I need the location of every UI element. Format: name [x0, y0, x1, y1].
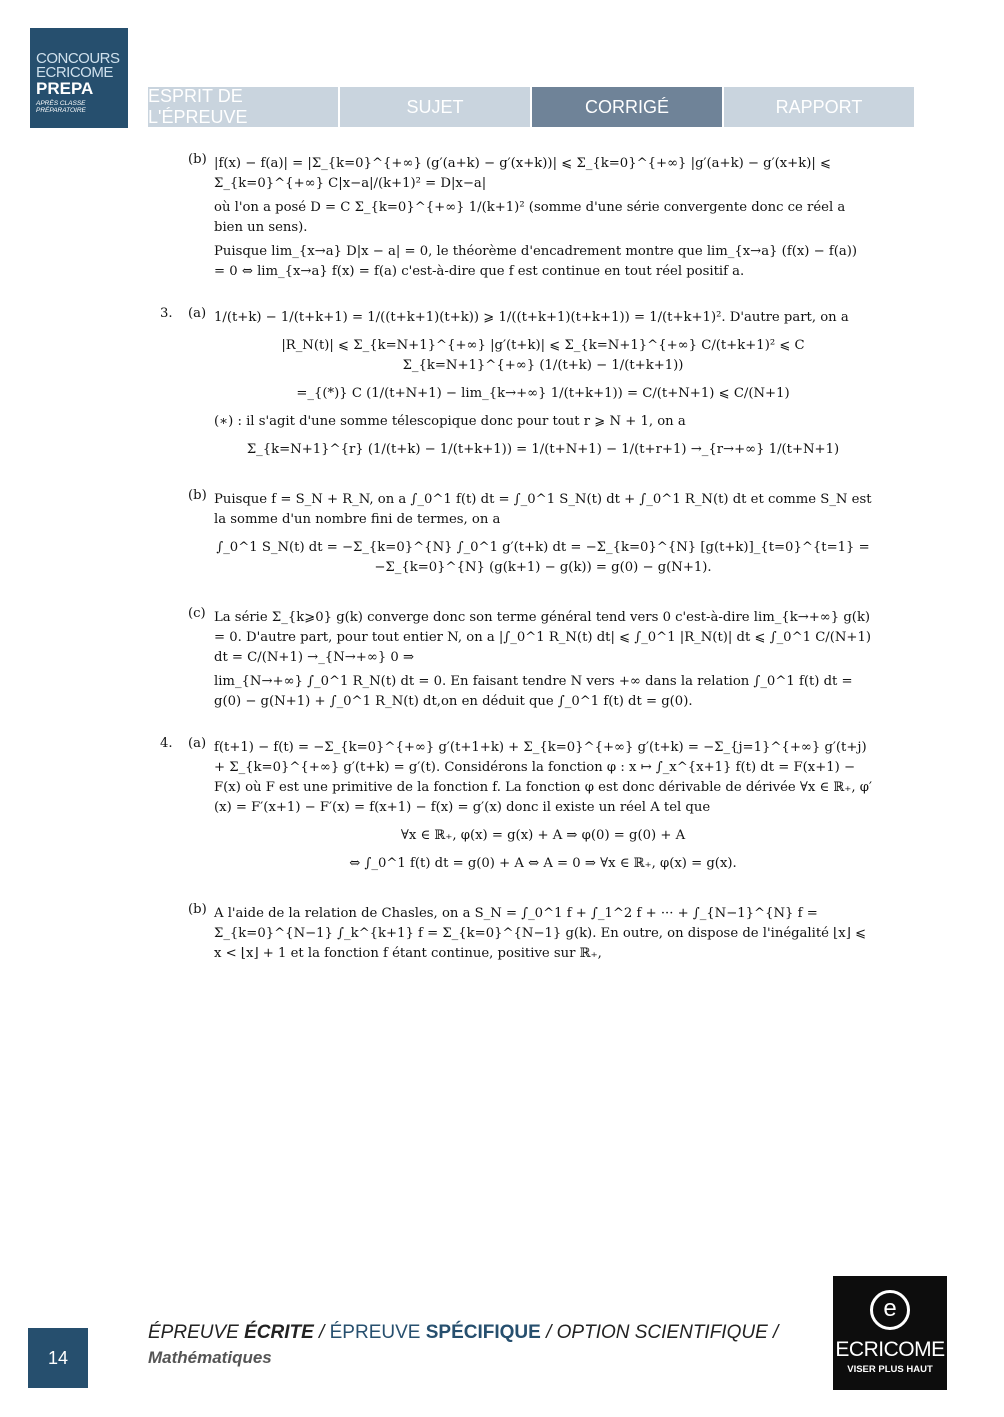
q3a-line2: |R_N(t)| ⩽ Σ_{k=N+1}^{+∞} |g′(t+k)| ⩽ Σ_{k=N+1}^{+∞} C/(t+k+1)² ⩽ C Σ_{k=N+1}^{+∞} (1/(t+k) − 1/(t+k+1)) [281, 338, 805, 373]
ecricome-logo [833, 1276, 947, 1390]
q3a-line5: Σ_{k=N+1}^{r} (1/(t+k) − 1/(t+k+1)) = 1/(t+N+1) − 1/(t+r+1) →_{r→+∞} 1/(t+N+1) [246, 442, 840, 457]
document-content [160, 150, 872, 986]
question-3a [160, 304, 872, 468]
footer-exam-type [148, 1322, 778, 1344]
q4a-label: (a) [188, 736, 207, 751]
logo-line1: CONCOURS [36, 50, 120, 67]
q3b-label: (b) [188, 488, 207, 503]
footer [148, 1322, 778, 1368]
footer-part6: / OPTION SCIENTIFIQUE / [540, 1322, 779, 1343]
q3a-line3: =_{(*)} C (1/(t+N+1) − lim_{k→+∞} 1/(t+k+1)) = C/(t+N+1) ⩽ C/(N+1) [296, 386, 790, 401]
q4b-line1: A l'aide de la relation de Chasles, on a S_N = ∫_0^1 f + ∫_1^2 f + ··· + ∫_{N−1}^{N} f = Σ_{k=0}^{N−1} ∫_k^{k+1} f = Σ_{k=0}^{N−1} g(k). En outre, on dispose de l'inégalité ⌊x⌋ ⩽ x < ⌊x⌋ + 1 et la fonction f étant continue, positive sur ℝ₊, [214, 906, 867, 961]
concours-logo [30, 28, 128, 128]
logo-line3: PREPA [36, 79, 94, 98]
tab-sujet[interactable]: SUJET [340, 87, 530, 127]
q3a-line1: 1/(t+k) − 1/(t+k+1) = 1/((t+k+1)(t+k)) ⩾ 1/((t+k+1)(t+k+1)) = 1/(t+k+1)². D'autre part, on a [214, 310, 849, 325]
question-4b [160, 900, 872, 968]
tab-rapport[interactable]: RAPPORT [724, 87, 914, 127]
q4-number: 4. [160, 736, 173, 751]
footer-part1: ÉPREUVE [148, 1322, 245, 1343]
q3b-line2: ∫_0^1 S_N(t) dt = −Σ_{k=0}^{N} ∫_0^1 g′(t+k) dt = −Σ_{k=0}^{N} [g(t+k)]_{t=0}^{t=1} = −Σ_{k=0}^{N} (g(k+1) − g(k)) = g(0) − g(N+1). [216, 540, 870, 575]
question-2b [160, 150, 872, 286]
logo-line2: ECRICOME [36, 64, 113, 81]
q2b-line2: où l'on a posé D = C Σ_{k=0}^{+∞} 1/(k+1)² (somme d'une série convergente donc ce réel a bien un sens). [214, 200, 846, 235]
q3c-line2: lim_{N→+∞} ∫_0^1 R_N(t) dt = 0. En faisant tendre N vers +∞ dans la relation ∫_0^1 f(t) dt = g(0) − g(N+1) + ∫_0^1 R_N(t) dt,on en déduit que ∫_0^1 f(t) dt = g(0). [214, 674, 853, 709]
q2b-line3: Puisque lim_{x→a} D|x − a| = 0, le théorème d'encadrement montre que lim_{x→a} (f(x) − f(a)) = 0 ⇔ lim_{x→a} f(x) = f(a) c'est-à-dire que f est continue en tout réel positif a. [214, 244, 858, 279]
q3a-line4: (∗) : il s'agit d'une somme télescopique donc pour tout r ⩾ N + 1, on a [214, 414, 686, 429]
q2b-line1: |f(x) − f(a)| = |Σ_{k=0}^{+∞} (g′(a+k) − g′(x+k))| ⩽ Σ_{k=0}^{+∞} |g′(a+k) − g′(x+k)| ⩽ Σ_{k=0}^{+∞} C|x−a|/(k+1)² = D|x−a| [214, 156, 832, 191]
tab-corrige[interactable]: CORRIGÉ [532, 87, 722, 127]
brand-name: ECRICOME [835, 1338, 945, 1361]
question-3c [160, 604, 872, 716]
q3c-label: (c) [188, 606, 206, 621]
q4a-line3: ⇔ ∫_0^1 f(t) dt = g(0) + A ⇔ A = 0 ⇒ ∀x ∈ ℝ₊, φ(x) = g(x). [349, 856, 737, 871]
question-3b [160, 486, 872, 586]
page-number: 14 [28, 1328, 88, 1388]
logo-line4: APRÈS CLASSE PRÉPARATOIRE [36, 100, 86, 114]
q2b-label: (b) [188, 152, 207, 167]
q3a-label: (a) [188, 306, 207, 321]
tab-esprit[interactable]: ESPRIT DE L'ÉPREUVE [148, 87, 338, 127]
q3c-line1: La série Σ_{k⩾0} g(k) converge donc son terme général tend vers 0 c'est-à-dire lim_{k→+∞} g(k) = 0. D'autre part, pour tout entier N, on a |∫_0^1 R_N(t) dt| ⩽ ∫_0^1 |R_N(t)| dt ⩽ ∫_0^1 C/(N+1) dt = C/(N+1) →_{N→+∞} 0 ⇒ [214, 610, 871, 665]
q3b-line1: Puisque f = S_N + R_N, on a ∫_0^1 f(t) dt = ∫_0^1 S_N(t) dt + ∫_0^1 R_N(t) dt et comme S_N est la somme d'un nombre fini de termes, on a [214, 492, 872, 527]
q4b-label: (b) [188, 902, 207, 917]
footer-part2: ÉCRITE [244, 1322, 314, 1343]
q4a-line1: f(t+1) − f(t) = −Σ_{k=0}^{+∞} g′(t+1+k) + Σ_{k=0}^{+∞} g′(t+k) = −Σ_{j=1}^{+∞} g′(t+j) + Σ_{k=0}^{+∞} g′(t+k) = g′(t). Considérons la fonction φ : x ↦ ∫_x^{x+1} f(t) dt = F(x+1) − F(x) où F est une primitive de la fonction f. La fonction φ est donc dérivable de dérivée ∀x ∈ ℝ₊, φ′(x) = F′(x+1) − F′(x) = f(x+1) − f(x) = g′(x) donc il existe un réel A tel que [214, 740, 872, 815]
footer-part3: / [313, 1322, 330, 1343]
brand-slogan: VISER PLUS HAUT [847, 1364, 933, 1375]
footer-part5: SPÉCIFIQUE [425, 1322, 541, 1343]
section-tabs [148, 87, 914, 127]
question-4a [160, 734, 872, 882]
q3-number: 3. [160, 306, 173, 321]
footer-part4: ÉPREUVE [329, 1322, 426, 1343]
q4a-line2: ∀x ∈ ℝ₊, φ(x) = g(x) + A ⇒ φ(0) = g(0) + A [400, 828, 686, 843]
footer-subject: Mathématiques [148, 1348, 272, 1367]
ecricome-e-icon: e [870, 1290, 910, 1330]
